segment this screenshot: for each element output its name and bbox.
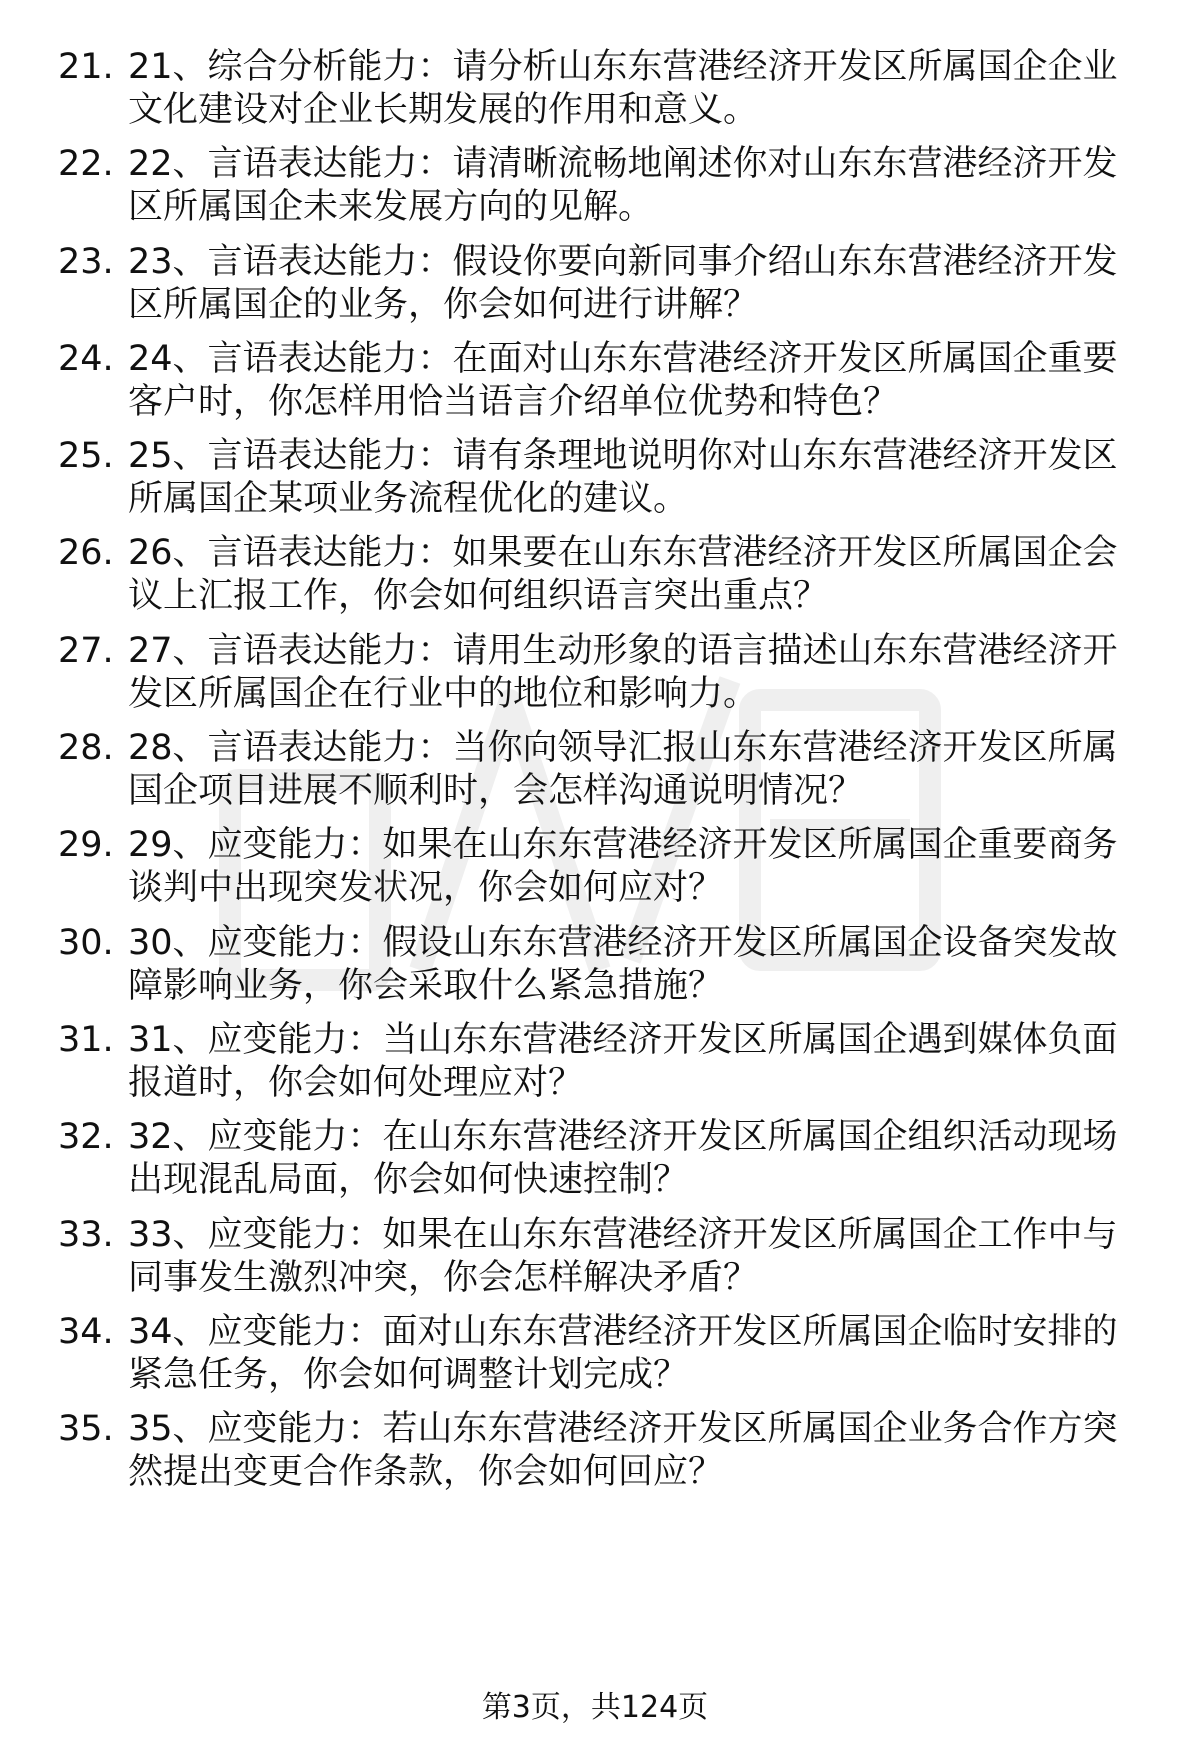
question-text: 30、应变能力：假设山东东营港经济开发区所属国企设备突发故障影响业务，你会采取什么紧急措施？ (128, 922, 1118, 1006)
page-number-footer: 第3页，共124页 (481, 1690, 709, 1725)
question-item (58, 532, 1150, 618)
question-list (58, 46, 1150, 1505)
question-text: 25、言语表达能力：请有条理地说明你对山东东营港经济开发区所属国企某项业务流程优化的建议。 (128, 436, 1118, 520)
question-number: 32. (58, 1117, 114, 1158)
question-text: 24、言语表达能力：在面对山东东营港经济开发区所属国企重要客户时，你怎样用恰当语言介绍单位优势和特色？ (128, 338, 1118, 422)
question-item (58, 1214, 1150, 1300)
question-number: 35. (58, 1409, 114, 1450)
question-item (58, 630, 1150, 716)
question-item (58, 824, 1150, 910)
question-text: 35、应变能力：若山东东营港经济开发区所属国企业务合作方突然提出变更合作条款，你会如何回应？ (128, 1409, 1118, 1493)
question-text: 29、应变能力：如果在山东东营港经济开发区所属国企重要商务谈判中出现突发状况，你会如何应对？ (128, 825, 1118, 909)
question-item (58, 1019, 1150, 1105)
question-item (58, 1408, 1150, 1494)
question-text: 22、言语表达能力：请清晰流畅地阐述你对山东东营港经济开发区所属国企未来发展方向的见解。 (128, 144, 1118, 228)
question-text: 26、言语表达能力：如果要在山东东营港经济开发区所属国企会议上汇报工作，你会如何组织语言突出重点？ (128, 533, 1118, 617)
question-text: 23、言语表达能力：假设你要向新同事介绍山东东营港经济开发区所属国企的业务，你会如何进行讲解？ (128, 241, 1118, 325)
question-item (58, 1311, 1150, 1397)
question-text: 31、应变能力：当山东东营港经济开发区所属国企遇到媒体负面报道时，你会如何处理应对？ (128, 1019, 1118, 1103)
question-item (58, 435, 1150, 521)
question-number: 25. (58, 436, 114, 477)
question-item (58, 143, 1150, 229)
question-text: 34、应变能力：面对山东东营港经济开发区所属国企临时安排的紧急任务，你会如何调整计划完成？ (128, 1311, 1118, 1395)
question-number: 33. (58, 1214, 114, 1255)
question-item (58, 241, 1150, 327)
question-text: 28、言语表达能力：当你向领导汇报山东东营港经济开发区所属国企项目进展不顺利时，会怎样沟通说明情况？ (128, 728, 1118, 812)
question-number: 26. (58, 533, 114, 574)
question-number: 22. (58, 144, 114, 185)
question-item (58, 922, 1150, 1008)
question-number: 30. (58, 922, 114, 963)
question-text: 32、应变能力：在山东东营港经济开发区所属国企组织活动现场出现混乱局面，你会如何快速控制？ (128, 1117, 1118, 1201)
question-number: 23. (58, 241, 114, 282)
question-text: 27、言语表达能力：请用生动形象的语言描述山东东营港经济开发区所属国企在行业中的地位和影响力。 (128, 630, 1118, 714)
question-number: 24. (58, 338, 114, 379)
question-number: 34. (58, 1311, 114, 1352)
question-item (58, 1116, 1150, 1202)
question-item (58, 727, 1150, 813)
question-item (58, 338, 1150, 424)
question-number: 29. (58, 825, 114, 866)
question-number: 27. (58, 630, 114, 671)
question-text: 21、综合分析能力：请分析山东东营港经济开发区所属国企企业文化建设对企业长期发展的作用和意义。 (128, 47, 1118, 130)
question-number: 28. (58, 728, 114, 769)
question-text: 33、应变能力：如果在山东东营港经济开发区所属国企工作中与同事发生激烈冲突，你会怎样解决矛盾？ (128, 1214, 1118, 1298)
question-item (58, 46, 1150, 132)
question-number: 31. (58, 1019, 114, 1060)
question-number: 21. (58, 47, 114, 87)
